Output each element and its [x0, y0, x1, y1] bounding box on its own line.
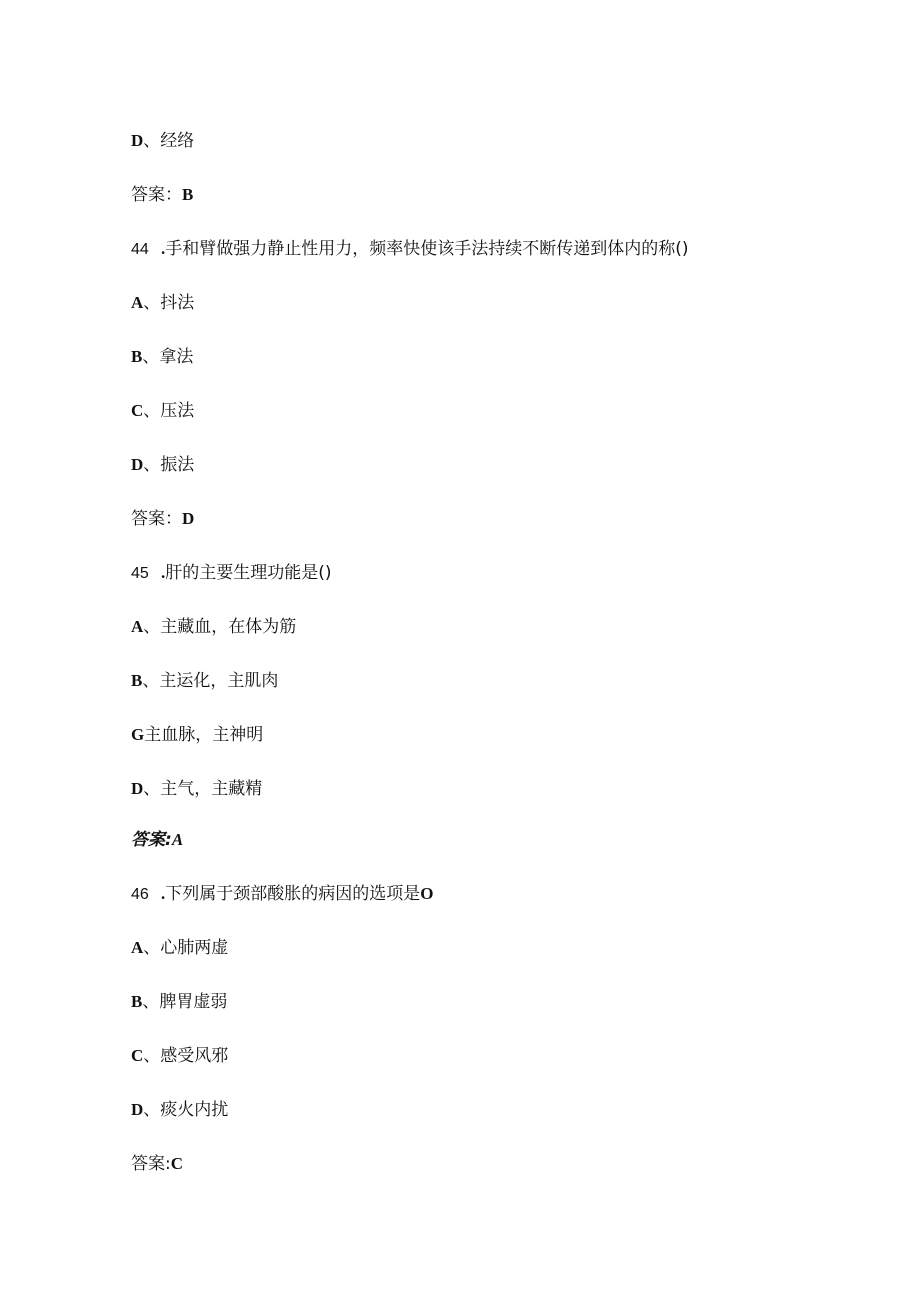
option-line: [131, 616, 296, 638]
option-letter: A: [131, 293, 144, 312]
option-line: [131, 346, 193, 368]
option-separator: 、: [143, 401, 161, 421]
option-separator: 、: [143, 1100, 161, 1120]
option-line: [131, 778, 262, 800]
question-dot: .: [161, 239, 166, 258]
option-text: 心肺两虚: [160, 938, 229, 958]
option-text: 脾胃虚弱: [159, 992, 228, 1012]
question-number: 44: [131, 241, 149, 258]
option-text: 经络: [160, 131, 195, 151]
option-letter: G: [131, 725, 145, 744]
option-separator: 、: [143, 455, 161, 475]
option-line: [131, 937, 228, 959]
option-text: 感受风邪: [160, 1046, 229, 1066]
option-letter: D: [131, 779, 144, 798]
option-text: 主运化，主肌肉: [159, 671, 279, 691]
option-separator: 、: [142, 992, 160, 1012]
question-line: [131, 883, 433, 906]
answer-label: 答案:: [131, 830, 172, 850]
option-line: [131, 400, 194, 422]
option-separator: 、: [142, 347, 160, 367]
option-line: [131, 292, 194, 314]
answer-line: [131, 1153, 183, 1175]
option-letter: C: [131, 401, 144, 420]
question-number: 46: [131, 886, 149, 903]
option-text: 振法: [160, 455, 195, 475]
option-separator: 、: [143, 938, 161, 958]
option-separator: 、: [142, 671, 160, 691]
question-blank: O: [420, 884, 434, 903]
option-text: 痰火内扰: [160, 1100, 229, 1120]
answer-label: 答案：: [131, 185, 182, 205]
option-letter: A: [131, 938, 144, 957]
option-line: [131, 724, 263, 746]
option-line: [131, 130, 194, 152]
option-text: 拿法: [159, 347, 194, 367]
option-text: 主气，主藏精: [160, 779, 263, 799]
answer-label: 答案：: [131, 509, 182, 529]
question-line: [131, 562, 332, 585]
answer-label: 答案:: [131, 1154, 171, 1174]
option-separator: 、: [143, 131, 161, 151]
option-letter: D: [131, 455, 144, 474]
answer-value: D: [182, 509, 195, 528]
option-line: [131, 670, 278, 692]
question-dot: .: [161, 884, 166, 903]
answer-line: [131, 829, 183, 851]
question-line: [131, 238, 689, 261]
option-line: [131, 1045, 228, 1067]
option-letter: B: [131, 347, 143, 366]
option-letter: D: [131, 131, 144, 150]
option-letter: C: [131, 1046, 144, 1065]
answer-value: B: [182, 185, 194, 204]
question-text: 肝的主要生理功能是(): [165, 563, 332, 583]
question-dot: .: [161, 563, 166, 582]
option-line: [131, 991, 227, 1013]
option-line: [131, 1099, 228, 1121]
option-line: [131, 454, 194, 476]
option-text: 抖法: [160, 293, 195, 313]
question-number: 45: [131, 565, 149, 582]
option-letter: A: [131, 617, 144, 636]
option-text: 主藏血，在体为筋: [160, 617, 297, 637]
answer-line: [131, 184, 193, 206]
option-letter: D: [131, 1100, 144, 1119]
answer-value: A: [171, 830, 184, 849]
answer-value: C: [170, 1154, 184, 1173]
option-separator: 、: [143, 1046, 161, 1066]
option-separator: 、: [143, 293, 161, 313]
option-separator: 、: [143, 617, 161, 637]
option-text: 主血脉，主神明: [144, 725, 264, 745]
option-letter: B: [131, 992, 143, 1011]
question-text: 手和臂做强力静止性用力，频率快使该手法持续不断传递到体内的称(): [165, 239, 689, 259]
option-separator: 、: [143, 779, 161, 799]
answer-line: [131, 508, 194, 530]
question-text: 下列属于颈部酸胀的病因的选项是: [165, 884, 421, 904]
option-letter: B: [131, 671, 143, 690]
option-text: 压法: [160, 401, 195, 421]
